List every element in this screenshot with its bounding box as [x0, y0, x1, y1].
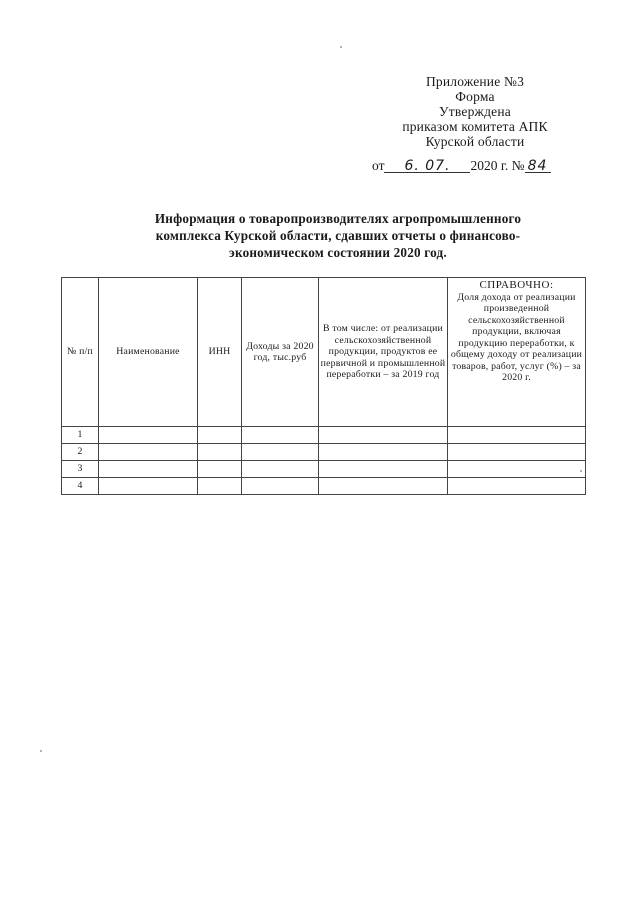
cell-income[interactable]: [242, 461, 319, 478]
date-prefix: от: [372, 158, 385, 173]
reference-text: Доля дохода от реализации произведенной сельскохозяйственной продукции, включая продукцию переработки, к общему доходу от реализации товаров, работ, услуг (%) – за 2020 г.: [450, 291, 583, 383]
order-label: приказом комитета АПК: [402, 119, 548, 134]
title-line: экономическом состоянии 2020 год.: [229, 245, 447, 260]
cell-income[interactable]: [242, 427, 319, 444]
cell-income[interactable]: [242, 478, 319, 495]
cell-agri[interactable]: [319, 444, 448, 461]
scan-speck: [340, 46, 342, 48]
cell-inn[interactable]: [198, 427, 242, 444]
cell-inn[interactable]: [198, 478, 242, 495]
cell-name[interactable]: [99, 478, 198, 495]
table-header-row: [62, 278, 586, 427]
approval-header: [330, 74, 620, 149]
row-number: 3: [62, 461, 99, 478]
scan-speck: [580, 470, 582, 472]
title-line: Информация о товаропроизводителях агропромышленного: [154, 211, 522, 226]
date-suffix: 2020 г. №: [470, 158, 525, 173]
table-row: [62, 478, 586, 495]
table-row: [62, 427, 586, 444]
order-date-line: [372, 158, 622, 173]
header-cell-reference: [448, 278, 586, 427]
header-cell-agri: В том числе: от реализации сельскохозяйственной продукции, продуктов ее первичной и промышленной переработки – за 2019 год: [319, 278, 448, 427]
approved-label: Утверждена: [439, 104, 511, 119]
cell-name[interactable]: [99, 444, 198, 461]
cell-reference[interactable]: [448, 461, 586, 478]
cell-income[interactable]: [242, 444, 319, 461]
region-label: Курской области: [425, 134, 525, 149]
scan-speck: [40, 750, 42, 752]
cell-reference[interactable]: [448, 478, 586, 495]
cell-name[interactable]: [99, 461, 198, 478]
cell-reference[interactable]: [448, 444, 586, 461]
row-number: 2: [62, 444, 99, 461]
header-cell-num: № п/п: [62, 278, 99, 427]
cell-agri[interactable]: [319, 478, 448, 495]
reference-title: СПРАВОЧНО:: [479, 279, 554, 291]
handwritten-date: 6. 07.: [404, 158, 451, 174]
cell-name[interactable]: [99, 427, 198, 444]
form-label: Форма: [455, 89, 495, 104]
title-line: комплекса Курской области, сдавших отчеты о финансово-: [155, 228, 521, 243]
table-row: [62, 461, 586, 478]
document-title: [90, 210, 586, 261]
appendix-label: Приложение №3: [425, 74, 525, 89]
cell-inn[interactable]: [198, 444, 242, 461]
report-table: [61, 277, 586, 495]
header-cell-inn: ИНН: [198, 278, 242, 427]
cell-inn[interactable]: [198, 461, 242, 478]
cell-reference[interactable]: [448, 427, 586, 444]
header-cell-income: Доходы за 2020 год, тыс.руб: [242, 278, 319, 427]
handwritten-number: 84: [527, 158, 548, 174]
cell-agri[interactable]: [319, 427, 448, 444]
table-row: [62, 444, 586, 461]
row-number: 4: [62, 478, 99, 495]
header-cell-name: Наименование: [99, 278, 198, 427]
cell-agri[interactable]: [319, 461, 448, 478]
row-number: 1: [62, 427, 99, 444]
